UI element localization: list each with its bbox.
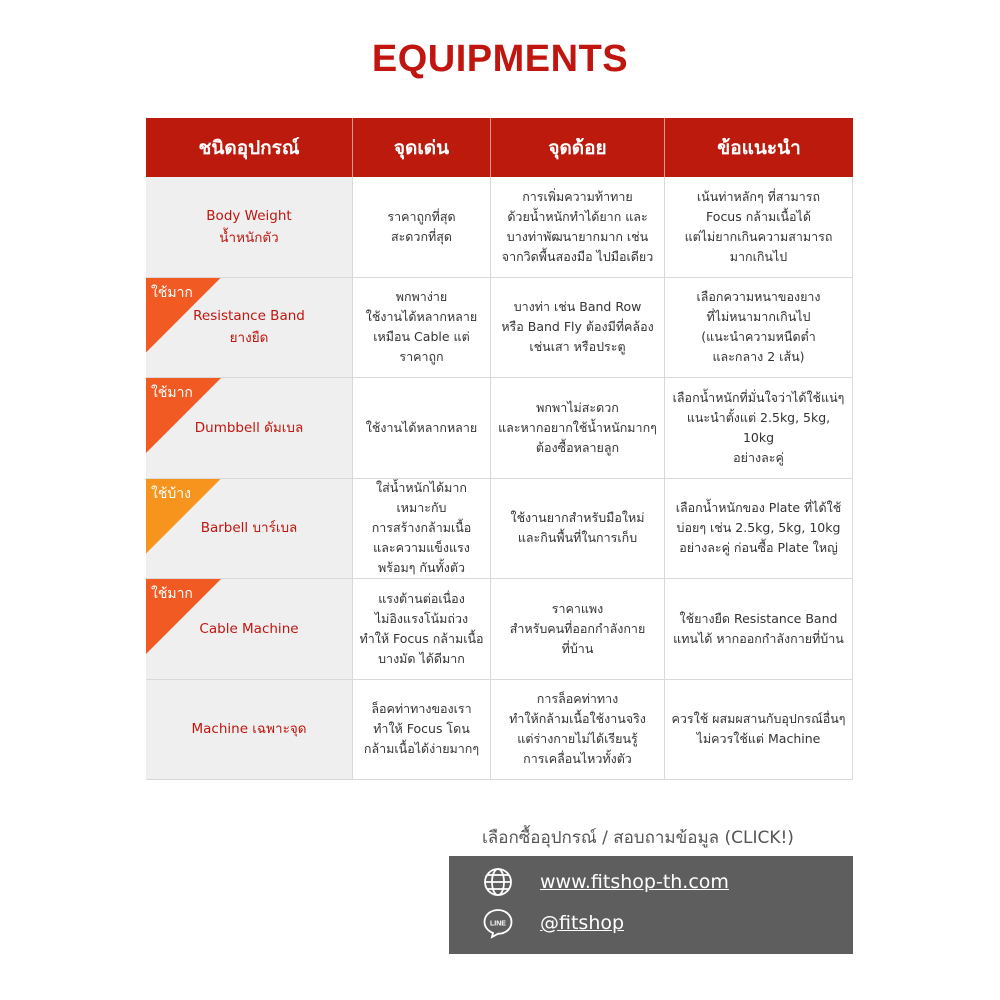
table-row <box>146 680 853 781</box>
cons-text: พกพาไม่สะดวก และหากอยากใช้น้ำหนักมากๆ ต้องซื้อหลายลูก <box>498 399 657 455</box>
table-row <box>146 278 853 379</box>
header-equipment-type: ชนิดอุปกรณ์ <box>146 118 353 177</box>
pros-text: ล็อคท่าทางของเรา ทำให้ Focus โดน กล้ามเนื้อได้ง่ายมากๆ <box>363 701 480 757</box>
tips-cell <box>665 479 853 579</box>
equipment-table <box>146 118 853 780</box>
header-pros: จุดเด่น <box>353 118 491 177</box>
globe-icon <box>482 866 514 898</box>
tips-text: ใช้ยางยืด Resistance Band แทนได้ หากออกกำลังกายที่บ้าน <box>673 610 844 646</box>
contact-box <box>449 856 853 954</box>
equipment-name-thai: น้ำหนักตัว <box>219 229 279 246</box>
pros-text: ใส่น้ำหนักได้มากเหมาะกับ การสร้างกล้ามเนื้อ และความแข็งแรง พร้อมๆ กันทั้งตัว <box>371 480 472 576</box>
tips-cell <box>665 378 853 478</box>
cons-cell <box>491 378 665 478</box>
pros-text: แรงต้านต่อเนื่อง ไม่อิงแรงโน้มถ่วง ทำให้ Focus กล้ามเนื้อ บางมัด ได้ดีมาก <box>359 590 484 666</box>
pros-cell <box>353 680 491 780</box>
cons-text: บางท่า เช่น Band Row หรือ Band Fly ต้องมีที่คล้อง เช่นเสา หรือประตู <box>501 299 654 355</box>
header-cons: จุดด้อย <box>491 118 665 177</box>
equipment-name: Dumbbell ดัมเบล <box>194 419 304 436</box>
tips-text: เลือกความหนาของยาง ที่ไม่หนามากเกินไป (แนะนำความหนืดต่ำ และกลาง 2 เส้น) <box>696 289 821 365</box>
table-row <box>146 378 853 479</box>
contact-title: เลือกซื้ออุปกรณ์ / สอบถามข้อมูล (CLICK!) <box>482 828 794 848</box>
pros-text: ราคาถูกที่สุด สะดวกที่สุด <box>387 208 456 244</box>
equipment-name: Machine เฉพาะจุด <box>191 721 307 738</box>
equipment-name-cell <box>146 680 353 780</box>
pros-cell <box>353 579 491 679</box>
cons-text: การเพิ่มความท้าทาย ด้วยน้ำหนักทำได้ยาก และ บางท่าพัฒนายากมาก เช่น จากวิดพื้นสองมือ ไปมือเดียว <box>501 188 654 264</box>
cons-text: การล็อคท่าทาง ทำให้กล้ามเนื้อใช้งานจริง แต่ร่างกายไม่ได้เรียนรู้ การเคลื่อนไหวทั้งตัว <box>509 691 646 767</box>
table-row <box>146 579 853 680</box>
table-header <box>146 118 853 177</box>
equipment-name: Barbell บาร์เบล <box>200 520 298 537</box>
table-row <box>146 177 853 278</box>
line-icon-label: LINE <box>490 920 506 928</box>
equipment-name-cell <box>146 177 353 277</box>
cons-cell <box>491 278 665 378</box>
cons-text: ราคาแพง สำหรับคนที่ออกกำลังกาย ที่บ้าน <box>509 600 646 656</box>
tips-text: ควรใช้ ผสมผสานกับอุปกรณ์อื่นๆ ไม่ควรใช้แต่ Machine <box>671 711 846 747</box>
line-app-icon <box>482 907 514 939</box>
tips-cell <box>665 579 853 679</box>
cons-text: ใช้งานยากสำหรับมือใหม่ และกินพื้นที่ในการเก็บ <box>510 510 645 546</box>
usage-badge: ใช้มาก <box>151 385 193 401</box>
page-title: EQUIPMENTS <box>371 38 629 80</box>
tips-cell <box>665 680 853 780</box>
tips-cell <box>665 278 853 378</box>
pros-cell <box>353 278 491 378</box>
equipment-name-thai: ยางยืด <box>229 330 269 347</box>
website-row[interactable] <box>482 862 729 902</box>
website-link[interactable]: www.fitshop-th.com <box>540 871 729 893</box>
cons-cell <box>491 579 665 679</box>
pros-cell <box>353 479 491 579</box>
tips-text: เลือกน้ำหนักของ Plate ที่ได้ใช้ บ่อยๆ เช่น 2.5kg, 5kg, 10kg อย่างละคู่ ก่อนซื้อ Plate ใหญ่ <box>675 500 842 556</box>
cons-cell <box>491 177 665 277</box>
equipment-name-cell <box>146 278 353 378</box>
equipment-name-cell <box>146 579 353 679</box>
equipment-name: Cable Machine <box>199 620 299 637</box>
cons-cell <box>491 479 665 579</box>
equipment-name-cell <box>146 378 353 478</box>
usage-badge: ใช้มาก <box>151 586 193 602</box>
usage-badge: ใช้มาก <box>151 284 193 301</box>
line-id-link[interactable]: @fitshop <box>540 912 625 934</box>
line-row[interactable] <box>482 903 624 943</box>
header-tips: ข้อแนะนำ <box>717 136 801 159</box>
pros-cell <box>353 177 491 277</box>
cons-cell <box>491 680 665 780</box>
equipment-name-cell <box>146 479 353 579</box>
equipment-name: Body Weight <box>206 207 292 224</box>
tips-cell <box>665 177 853 277</box>
pros-text: ใช้งานได้หลากหลาย <box>365 419 478 435</box>
tips-text: เลือกน้ำหนักที่มั่นใจว่าได้ใช้แน่ๆ แนะนำตั้งแต่ 2.5kg, 5kg, 10kg อย่างละคู่ <box>672 389 845 465</box>
pros-text: พกพาง่าย ใช้งานได้หลากหลาย เหมือน Cable แต่ราคาถูก <box>365 289 478 365</box>
equipment-name: Resistance Band <box>193 308 305 325</box>
table-row <box>146 479 853 580</box>
tips-text: เน้นท่าหลักๆ ที่สามารถ Focus กล้ามเนื้อได้ แต่ไม่ยากเกินความสามารถ มากเกินไป <box>684 188 833 264</box>
usage-badge: ใช้บ้าง <box>151 485 191 502</box>
pros-cell <box>353 378 491 478</box>
